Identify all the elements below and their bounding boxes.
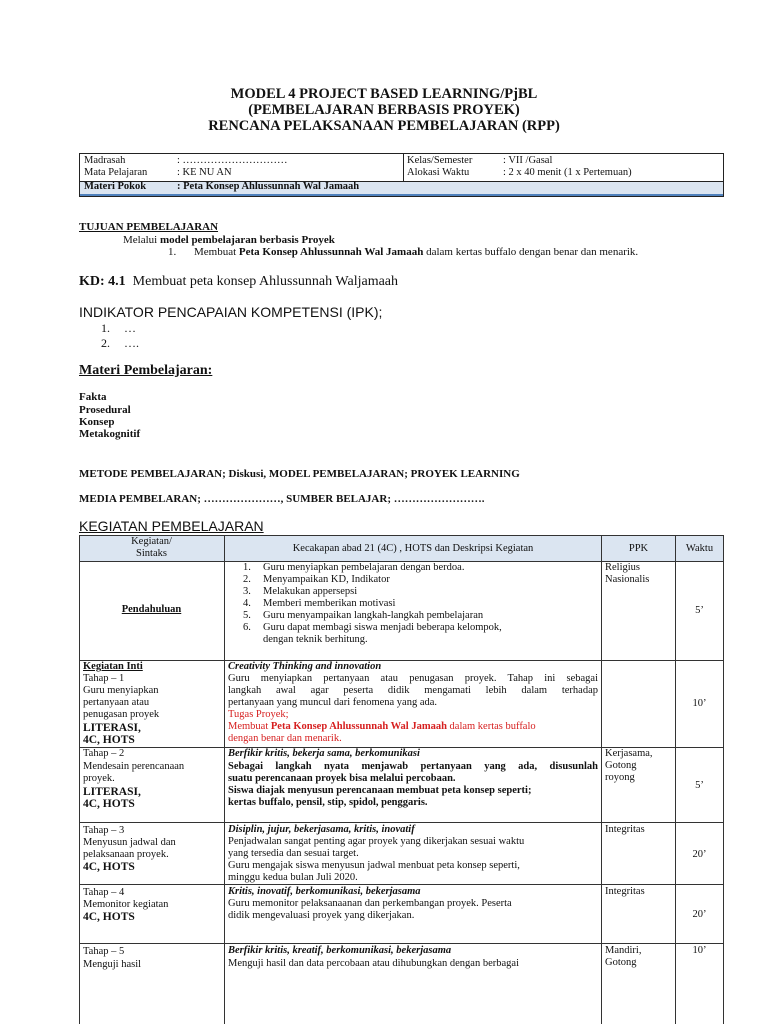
tahap-4-tag-hots: 4C, HOTS xyxy=(83,911,135,923)
tahap-5-ppk: Mandiri, Gotong xyxy=(605,945,642,968)
pendahuluan-waktu: 5’ xyxy=(695,605,704,616)
tujuan-heading: TUJUAN PEMBELAJARAN xyxy=(79,221,219,233)
materi-label: Materi Pokok xyxy=(84,181,147,192)
materi-pokok-row xyxy=(80,181,723,196)
tahap-3-label: Tahap – 3 xyxy=(83,825,125,836)
tahap-3-skill: Disiplin, jujur, bekerjasama, kritis, inovatif xyxy=(228,824,415,835)
tahap-2-skill: Berfikir kritis, bekerja sama, berkomunikasi xyxy=(228,748,420,759)
kegiatan-heading: KEGIATAN PEMBELAJARAN xyxy=(79,518,264,534)
materi-item: Prosedural xyxy=(79,404,131,416)
alokasi-label: Alokasi Waktu xyxy=(407,167,470,178)
tahap-4-ppk: Integritas xyxy=(605,886,645,897)
step-item: 6. Guru dapat membagi siswa menjadi beberapa kelompok, xyxy=(243,622,502,633)
tahap-2-ppk: Kerjasama, Gotong royong xyxy=(605,748,653,783)
tahap-2-tag-literasi: LITERASI, xyxy=(83,786,141,798)
madrasah-label: Madrasah xyxy=(84,155,126,166)
tahap-2-text: Sebagai langkah nyata menjawab pertanyaan yang ada, disusunlah suatu perencanaan proyek bisa melalui percobaan. Siswa diajak menyusun perencanaan membuat peta konsep seperti; kertas buffalo, pensil, stip, spidol, penggaris. xyxy=(228,761,598,808)
tahap-4-waktu: 20’ xyxy=(692,909,707,920)
kd-line: KD: 4.1 Membuat peta konsep Ahlussunnah Waljamaah xyxy=(79,274,399,289)
ipk-item-2-text: …. xyxy=(124,336,139,350)
tahap-2-desc: Mendesain perencanaan proyek. xyxy=(83,761,185,784)
doc-title-line-1: MODEL 4 PROJECT BASED LEARNING/PjBL xyxy=(230,86,538,102)
materi-item: Fakta xyxy=(79,391,107,403)
tahap-5-text: Menguji hasil dan data percobaan atau dihubungkan dengan berbagai xyxy=(228,958,519,969)
kelas-value: : VII /Gasal xyxy=(503,155,553,166)
tujuan-item-number: 1. xyxy=(168,246,177,258)
tahap-1-tag-literasi: LITERASI, xyxy=(83,722,141,734)
tahap-4-text: Guru memonitor pelaksanaanan dan perkembangan proyek. Peserta didik mengevaluasi proyek yang dikerjakan. xyxy=(228,898,512,921)
tahap-3-waktu: 20’ xyxy=(692,849,707,860)
tahap-5-desc: Menguji hasil xyxy=(83,959,142,970)
mapel-label: Mata Pelajaran xyxy=(84,167,148,178)
kegiatan-table xyxy=(79,535,724,1024)
step-item: 1. Guru menyiapkan pembelajaran dengan berdoa. xyxy=(243,562,465,573)
tahap-3-tag-hots: 4C, HOTS xyxy=(83,861,135,873)
tahap-4-skill: Kritis, inovatif, berkomunikasi, bekerjasama xyxy=(228,886,421,897)
step-item: 4. Memberi memberikan motivasi xyxy=(243,598,396,609)
materi-heading: Materi Pembelajaran: xyxy=(79,363,213,378)
tahap-5-skill: Berfikir kritis, kreatif, berkomunikasi, bekerjasama xyxy=(228,945,452,956)
tahap-1-waktu: 10’ xyxy=(692,698,707,709)
tahap-4-desc: Memonitor kegiatan xyxy=(83,899,169,910)
tahap-3-text: Penjadwalan sangat penting agar proyek yang dikerjakan sesuai waktu yang tersedia dan sesuai target. Guru mengajak siswa menyusun jadwal menbuat peta konsep seperti, minggu kedua bulan Juli 2020. xyxy=(228,836,525,883)
header-divider xyxy=(403,154,404,184)
materi-item: Metakognitif xyxy=(79,428,141,440)
inti-label: Kegiatan Inti xyxy=(83,661,143,672)
ipk-item-1-text: … xyxy=(124,321,136,335)
tahap-1-desc: Guru menyiapkan pertanyaan atau penugasan proyek xyxy=(83,685,160,720)
madrasah-value: : ………………………… xyxy=(177,155,288,166)
tahap-2-waktu: 5’ xyxy=(695,780,704,791)
header-kecakapan: Kecakapan abad 21 (4C) , HOTS dan Deskripsi Kegiatan xyxy=(292,543,534,554)
media-line: MEDIA PEMBELARAN; …………………, SUMBER BELAJAR; ……………………. xyxy=(79,493,485,505)
tahap-3-ppk: Integritas xyxy=(605,824,645,835)
tahap-5-waktu: 10’ xyxy=(692,945,707,956)
tahap-5-label: Tahap – 5 xyxy=(83,946,125,957)
pendahuluan-steps xyxy=(239,562,502,646)
kelas-label: Kelas/Semester xyxy=(407,155,473,166)
header-info-box xyxy=(79,153,724,197)
tahap-1-skill: Creativity Thinking and innovation xyxy=(228,661,382,672)
ipk-item-1-number: 1. xyxy=(101,321,110,335)
materi-value: : Peta Konsep Ahlussunnah Wal Jamaah xyxy=(177,181,360,192)
tujuan-intro: Melalui model pembelajaran berbasis Proyek xyxy=(123,234,335,246)
tahap-1-text: Guru menyiapkan pertanyaan atau penugasan proyek. Tahap ini sebagai langkah awal agar peserta didik mengamati lebih dalam terhadap pertanyaan yang muncul dari fenomena yang ada. Tugas Proyek; Membuat Peta Konsep Ahlussunnah Wal Jamaah dalam kertas buffalo dengan benar dan menarik. xyxy=(228,673,598,744)
mapel-value: : KE NU AN xyxy=(177,167,232,178)
tahap-1-label: Tahap – 1 xyxy=(83,673,125,684)
header-kegiatan: Kegiatan/ Sintaks xyxy=(131,536,172,559)
ipk-heading: INDIKATOR PENCAPAIAN KOMPETENSI (IPK); xyxy=(79,304,383,320)
tahap-1-tag-hots: 4C, HOTS xyxy=(83,734,135,746)
step-item: dengan teknik berhitung. xyxy=(263,634,368,645)
tahap-4-label: Tahap – 4 xyxy=(83,887,125,898)
step-item: 2. Menyampaikan KD, Indikator xyxy=(243,574,390,585)
doc-title-line-3: RENCANA PELAKSANAAN PEMBELAJARAN (RPP) xyxy=(208,118,560,134)
step-item: 5. Guru menyampaikan langkah-langkah pembelajaran xyxy=(243,610,484,621)
header-waktu: Waktu xyxy=(685,543,714,554)
doc-title-line-2: (PEMBELAJARAN BERBASIS PROYEK) xyxy=(248,102,520,118)
pendahuluan-label: Pendahuluan xyxy=(121,604,182,615)
header-ppk: PPK xyxy=(628,543,649,554)
metode-line: METODE PEMBELAJARAN; Diskusi, MODEL PEMBELAJARAN; PROYEK LEARNING xyxy=(79,468,520,480)
tujuan-item: Membuat Peta Konsep Ahlussunnah Wal Jamaah dalam kertas buffalo dengan benar dan menarik. xyxy=(194,246,639,258)
alokasi-value: : 2 x 40 menit (1 x Pertemuan) xyxy=(503,167,632,178)
pendahuluan-ppk: Religius Nasionalis xyxy=(605,562,650,585)
tahap-2-label: Tahap – 2 xyxy=(83,748,125,759)
ipk-item-2-number: 2. xyxy=(101,336,110,350)
materi-item: Konsep xyxy=(79,416,115,428)
step-item: 3. Melakukan appersepsi xyxy=(243,586,358,597)
tahap-3-desc: Menyusun jadwal dan pelaksanaan proyek. xyxy=(83,837,176,860)
tahap-2-tag-hots: 4C, HOTS xyxy=(83,798,135,810)
